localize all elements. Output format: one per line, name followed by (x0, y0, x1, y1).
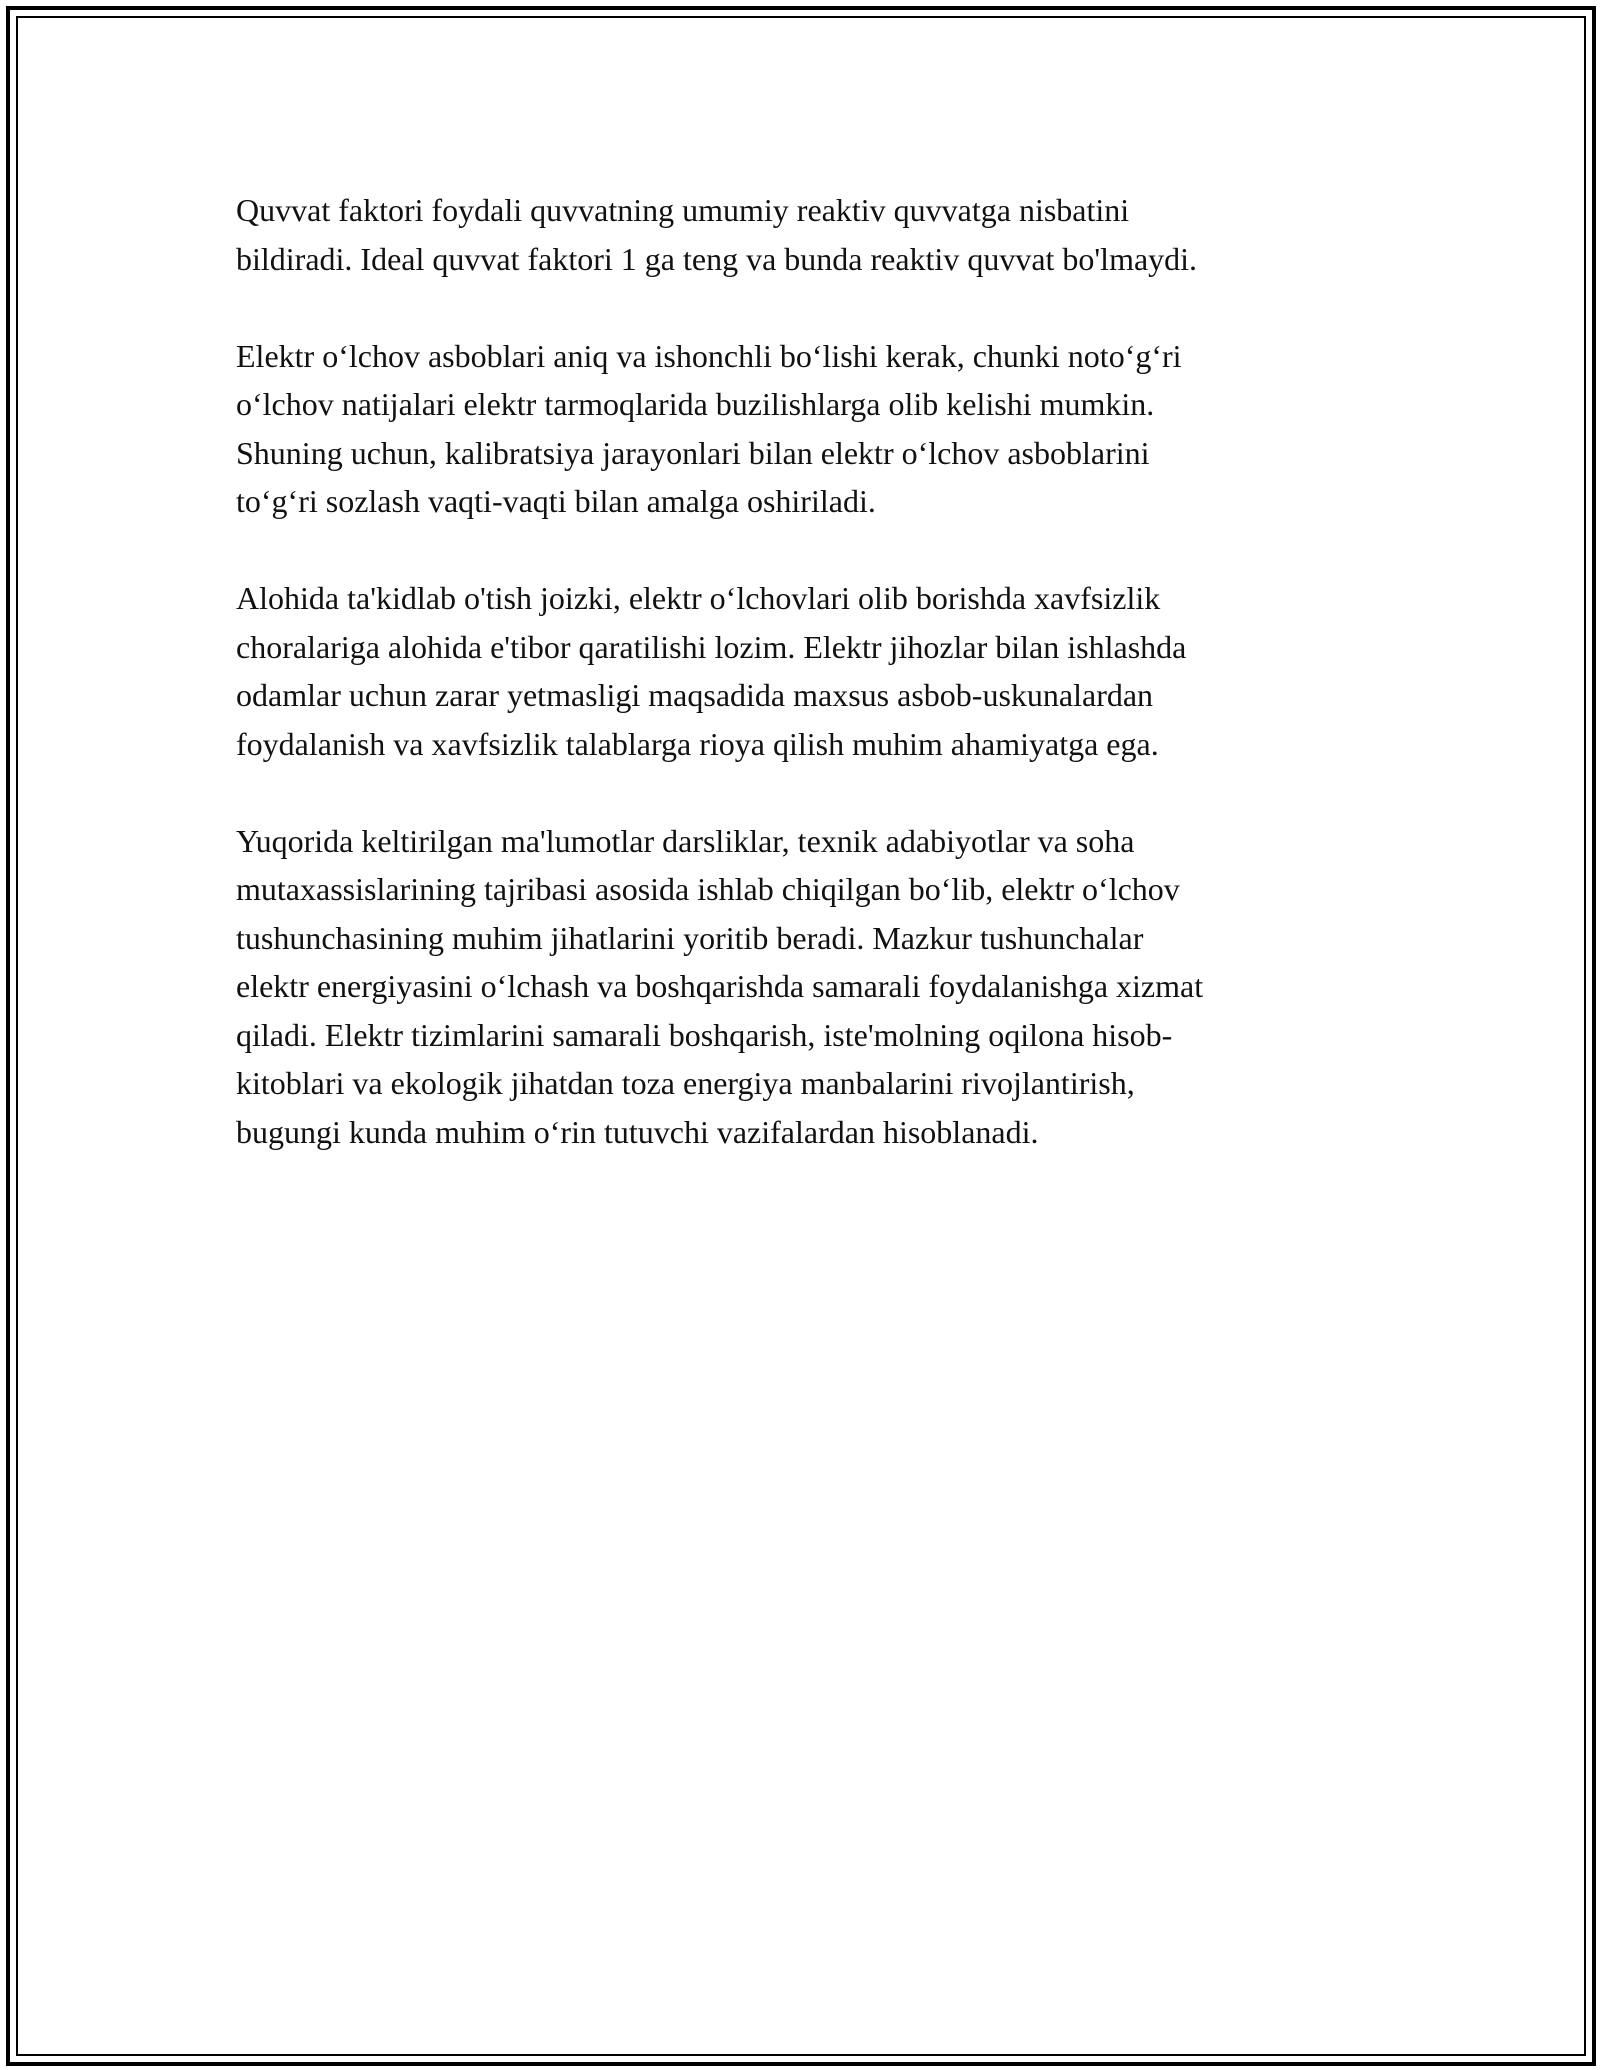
paragraph-line: Quvvat faktori foydali quvvatning umumiy reaktiv quvvatga nisbatini (236, 192, 1130, 228)
paragraph-line: kitoblari va ekologik jihatdan toza energiya manbalarini rivojlantirish, (236, 1065, 1135, 1101)
paragraph-line: qiladi. Elektr tizimlarini samarali boshqarish, iste'molning oqilona hisob- (236, 1016, 1173, 1053)
paragraph-line: Yuqorida keltirilgan ma'lumotlar darsliklar, texnik adabiyotlar va soha (236, 822, 1135, 859)
paragraph-line: elektr energiyasini o‘lchash va boshqarishda samarali foydalanishga xizmat (236, 968, 1204, 1004)
paragraph-line: o‘lchov natijalari elektr tarmoqlarida buzilishlarga olib kelishi mumkin. (236, 386, 1155, 422)
paragraph-line: odamlar uchun zarar yetmasligi maqsadida maxsus asbob-uskunalardan (236, 677, 1154, 713)
paragraph-3 (236, 574, 1366, 768)
document-body (236, 186, 1366, 1205)
paragraph-line: Shuning uchun, kalibratsiya jarayonlari bilan elektr o‘lchov asboblarini (236, 434, 1150, 471)
paragraph-2 (236, 332, 1366, 526)
paragraph-line: bugungi kunda muhim o‘rin tutuvchi vazifalardan hisoblanadi. (236, 1113, 1039, 1150)
paragraph-line: mutaxassislarining tajribasi asosida ishlab chiqilgan bo‘lib, elektr o‘lchov (236, 871, 1180, 907)
paragraph-line: tushunchasining muhim jihatlarini yoritib beradi. Mazkur tushunchalar (236, 919, 1144, 956)
paragraph-line: to‘g‘ri sozlash vaqti-vaqti bilan amalga oshiriladi. (236, 483, 876, 519)
paragraph-4 (236, 817, 1366, 1157)
paragraph-line: Elektr o‘lchov asboblari aniq va ishonchli bo‘lishi kerak, chunki noto‘g‘ri (236, 337, 1182, 374)
paragraph-line: foydalanish va xavfsizlik talablarga rioya qilish muhim ahamiyatga ega. (236, 725, 1159, 762)
paragraph-line: choralariga alohida e'tibor qaratilishi lozim. Elektr jihozlar bilan ishlashda (236, 628, 1187, 665)
paragraph-1 (236, 186, 1366, 283)
paragraph-line: bildiradi. Ideal quvvat faktori 1 ga teng va bunda reaktiv quvvat bo'lmaydi. (236, 240, 1198, 277)
paragraph-line: Alohida ta'kidlab o'tish joizki, elektr o‘lchovlari olib borishda xavfsizlik (236, 580, 1161, 616)
